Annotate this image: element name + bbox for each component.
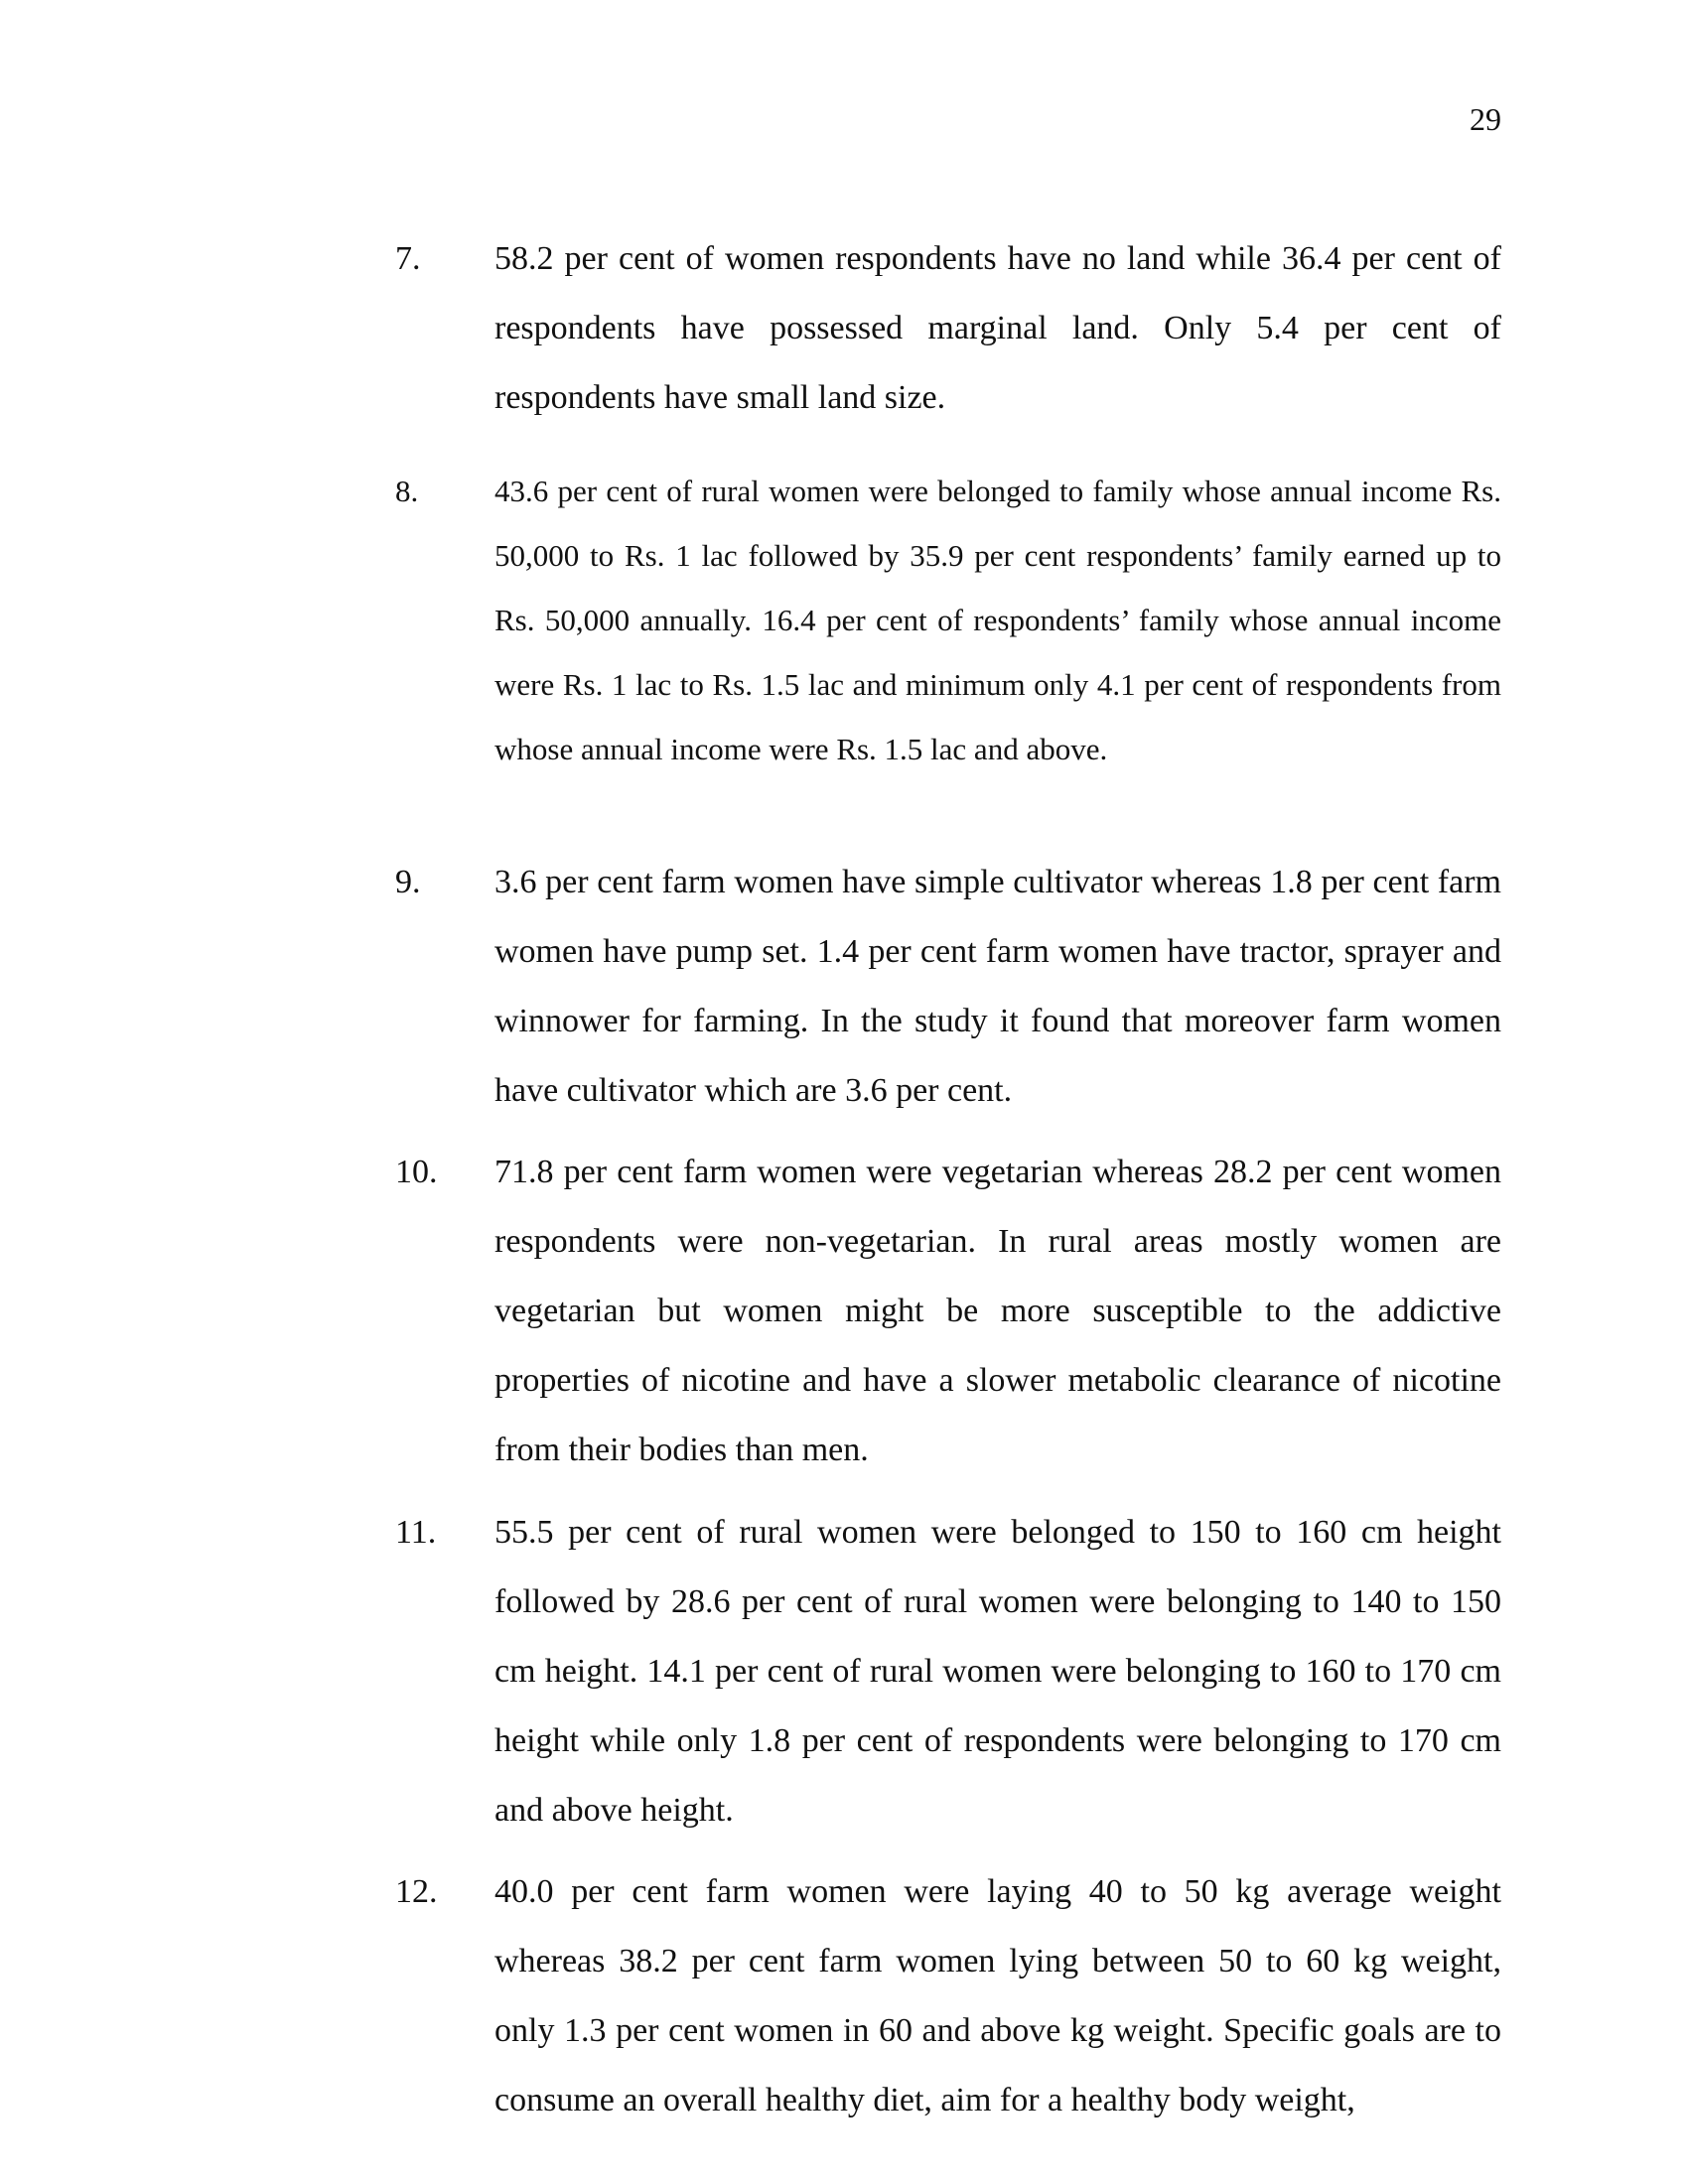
item-text: 71.8 per cent farm women were vegetarian whereas 28.2 per cent women respondents were non-vegetarian. In rural areas mostly women are vegetarian but women might be more susceptible to the addictive properties of nicotine and have a slower metabolic clearance of nicotine from their bodies than men.: [494, 1154, 1501, 1468]
item-number: 10.: [395, 1154, 438, 1190]
item-text: 40.0 per cent farm women were laying 40 to 50 kg average weight whereas 38.2 per cent farm women lying between 50 to 60 kg weight, only 1.3 per cent women in 60 and above kg weight. Specific goals are to consume an overall healthy diet, aim for a healthy body weight,: [494, 1873, 1501, 2118]
item-number: 8.: [395, 474, 419, 508]
item-text: 55.5 per cent of rural women were belonged to 150 to 160 cm height followed by 28.6 per cent of rural women were belonging to 140 to 150 cm height. 14.1 per cent of rural women were belonging to 160 to 170 cm height while only 1.8 per cent of respondents were belonging to 170 cm and above height.: [494, 1514, 1501, 1829]
item-text: 58.2 per cent of women respondents have no land while 36.4 per cent of respondents have possessed marginal land. Only 5.4 per cent of respondents have small land size.: [494, 240, 1501, 416]
page-number: 29: [1470, 101, 1501, 137]
item-text: 43.6 per cent of rural women were belonged to family whose annual income Rs. 50,000 to Rs. 1 lac followed by 35.9 per cent respondents’ family earned up to Rs. 50,000 annually. 16.4 per cent of respondents’ family whose annual income were Rs. 1 lac to Rs. 1.5 lac and minimum only 4.1 per cent of respondents from whose annual income were Rs. 1.5 lac and above.: [494, 474, 1501, 766]
item-number: 12.: [395, 1873, 438, 1910]
item-number: 9.: [395, 864, 421, 900]
item-number: 11.: [395, 1514, 437, 1551]
item-number: 7.: [395, 240, 421, 277]
item-text: 3.6 per cent farm women have simple cultivator whereas 1.8 per cent farm women have pump set. 1.4 per cent farm women have tractor, sprayer and winnower for farming. In the study it found that moreover farm women have cultivator which are 3.6 per cent.: [494, 864, 1501, 1109]
